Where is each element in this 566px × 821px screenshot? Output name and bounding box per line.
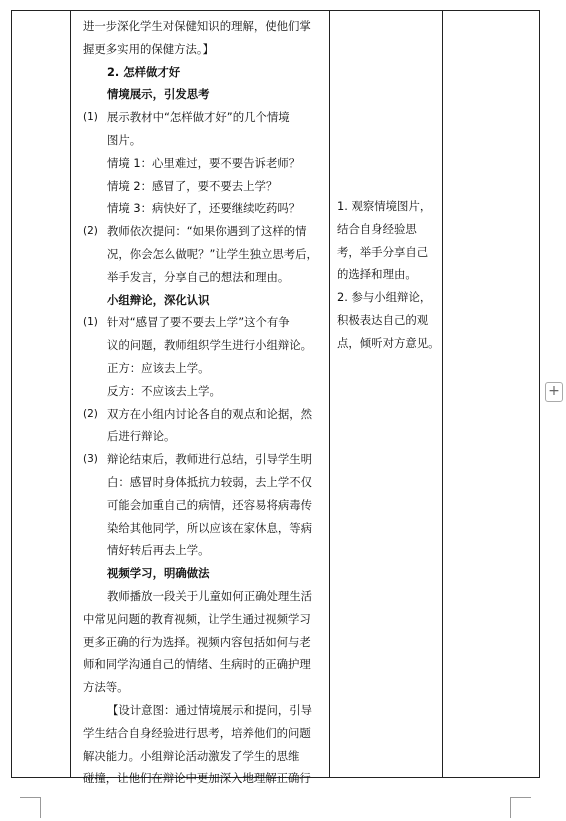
line-text: 可能会加重自己的病情，还容易将病毒传 bbox=[107, 497, 313, 512]
line-text: 辩论结束后，教师进行总结，引导学生明 bbox=[107, 452, 313, 467]
lesson-text-line bbox=[83, 15, 329, 38]
lesson-text-line bbox=[83, 631, 329, 654]
lesson-text-line bbox=[83, 585, 329, 608]
student-activity-cell bbox=[337, 195, 443, 355]
activity-text-line: 的选择和理由。 bbox=[337, 267, 417, 282]
line-text: 情境 3：病快好了，还要继续吃药吗？ bbox=[107, 201, 301, 216]
line-text: 图片。 bbox=[107, 132, 142, 147]
activity-text-line: 考，举手分享自己 bbox=[337, 244, 429, 259]
line-text: 展示教材中“怎样做才好”的几个情境 bbox=[107, 110, 290, 125]
line-text: 碰撞，让他们在辩论中更加深入地理解正确行 bbox=[83, 771, 311, 786]
list-number: (2) bbox=[83, 407, 98, 420]
line-text: 2. 怎样做才好 bbox=[107, 64, 181, 79]
teaching-process-cell bbox=[83, 15, 329, 790]
lesson-text-line bbox=[83, 448, 329, 471]
lesson-text-line bbox=[83, 129, 329, 152]
lesson-text-line bbox=[83, 311, 329, 334]
line-text: 情好转后再去上学。 bbox=[107, 543, 210, 558]
lesson-text-line bbox=[83, 243, 329, 266]
lesson-text-line bbox=[83, 197, 329, 220]
lesson-text-line bbox=[83, 653, 329, 676]
line-text: 视频学习，明确做法 bbox=[107, 566, 210, 581]
add-row-button[interactable]: + bbox=[545, 382, 563, 402]
line-text: 白：感冒时身体抵抗力较弱，去上学不仅 bbox=[107, 474, 313, 489]
lesson-text-line bbox=[83, 380, 329, 403]
line-text: 议的问题，教师组织学生进行小组辩论。 bbox=[107, 338, 313, 353]
section-heading bbox=[83, 61, 329, 84]
column-divider bbox=[70, 11, 71, 777]
line-text: 方法等。 bbox=[83, 680, 129, 695]
line-text: 针对“感冒了要不要去上学”这个有争 bbox=[107, 315, 290, 330]
lesson-text-line bbox=[83, 403, 329, 426]
lesson-table bbox=[11, 10, 540, 786]
line-text: 学生结合自身经验进行思考，培养他们的问题 bbox=[83, 725, 311, 740]
line-text: 后进行辩论。 bbox=[107, 429, 176, 444]
activity-text-line: 点，倾听对方意见。 bbox=[337, 335, 440, 350]
lesson-text-line bbox=[83, 767, 329, 790]
section-heading bbox=[83, 83, 329, 106]
lesson-text-line bbox=[83, 699, 329, 722]
line-text: 更多正确的行为选择。视频内容包括如何与老 bbox=[83, 634, 311, 649]
activity-text-line: 积极表达自己的观 bbox=[337, 312, 429, 327]
page-corner-mark bbox=[20, 797, 41, 818]
line-text: 【设计意图：通过情境展示和提问，引导 bbox=[107, 702, 313, 717]
lesson-text-line bbox=[83, 266, 329, 289]
lesson-text-line bbox=[83, 334, 329, 357]
list-number: (1) bbox=[83, 316, 98, 329]
list-number: (1) bbox=[83, 111, 98, 124]
line-text: 进一步深化学生对保健知识的理解，使他们掌 bbox=[83, 19, 311, 33]
line-text: 双方在小组内讨论各自的观点和论据，然 bbox=[107, 406, 313, 421]
line-text: 反方：不应该去上学。 bbox=[107, 383, 221, 398]
lesson-text-line bbox=[83, 152, 329, 175]
lesson-text-line bbox=[83, 745, 329, 768]
activity-text-line: 2. 参与小组辩论， bbox=[337, 290, 432, 305]
lesson-text-line bbox=[83, 494, 329, 517]
line-text: 师和同学沟通自己的情绪、生病时的正确护理 bbox=[83, 657, 311, 672]
activity-text-line: 结合自身经验思 bbox=[337, 221, 417, 236]
line-text: 况，你会怎么做呢？”让学生独立思考后， bbox=[107, 246, 318, 261]
line-text: 情境 2：感冒了，要不要去上学？ bbox=[107, 178, 278, 193]
section-heading bbox=[83, 289, 329, 312]
line-text: 教师依次提问：“如果你遇到了这样的情 bbox=[107, 224, 307, 239]
line-text: 举手发言，分享自己的想法和理由。 bbox=[107, 269, 290, 284]
list-number: (3) bbox=[83, 453, 98, 466]
line-text: 中常见问题的教育视频，让学生通过视频学习 bbox=[83, 611, 311, 626]
line-text: 握更多实用的保健方法。】 bbox=[83, 41, 214, 56]
lesson-text-line bbox=[83, 220, 329, 243]
lesson-text-line bbox=[83, 517, 329, 540]
lesson-text-line bbox=[83, 357, 329, 380]
column-divider bbox=[329, 11, 330, 777]
column-divider bbox=[442, 11, 443, 777]
lesson-text-line bbox=[83, 608, 329, 631]
lesson-text-line bbox=[83, 425, 329, 448]
lesson-text-line bbox=[83, 722, 329, 745]
line-text: 解决能力。小组辩论活动激发了学生的思维 bbox=[83, 748, 300, 763]
line-text: 正方：应该去上学。 bbox=[107, 360, 210, 375]
line-text: 小组辩论，深化认识 bbox=[107, 292, 210, 307]
section-heading bbox=[83, 562, 329, 585]
line-text: 染给其他同学，所以应该在家休息，等病 bbox=[107, 520, 313, 535]
lesson-text-line bbox=[83, 676, 329, 699]
lesson-text-line bbox=[83, 38, 329, 61]
page-corner-mark bbox=[510, 797, 531, 818]
activity-text-line: 1. 观察情境图片， bbox=[337, 199, 432, 213]
lesson-text-line bbox=[83, 106, 329, 129]
list-number: (2) bbox=[83, 225, 98, 238]
line-text: 情境 1：心里难过，要不要告诉老师？ bbox=[107, 155, 301, 170]
lesson-text-line bbox=[83, 471, 329, 494]
line-text: 教师播放一段关于儿童如何正确处理生活 bbox=[107, 588, 313, 603]
lesson-text-line bbox=[83, 175, 329, 198]
lesson-text-line bbox=[83, 539, 329, 562]
line-text: 情境展示，引发思考 bbox=[107, 87, 210, 102]
